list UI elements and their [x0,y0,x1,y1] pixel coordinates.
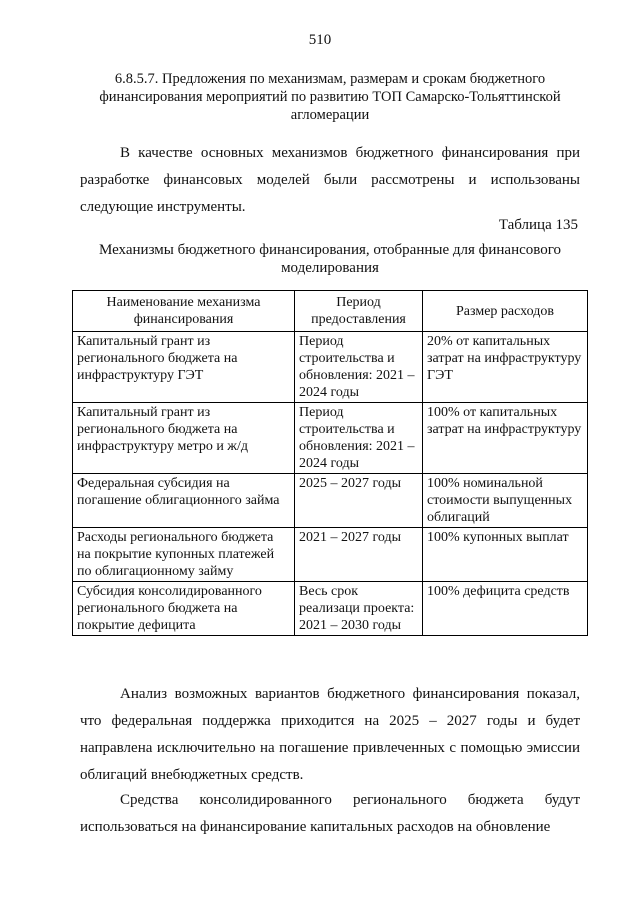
cell-mechanism: Капитальный грант из регионального бюджета на инфраструктуру метро и ж/д [73,403,295,474]
table-row [73,582,588,636]
table-header-row [73,291,588,332]
cell-amount: 100% номинальной стоимости выпущенных облигаций [423,474,588,528]
table-row [73,528,588,582]
intro-paragraph: В качестве основных механизмов бюджетного финансирования при разработке финансовых моделей были рассмотрены и использованы следующие инструменты. [80,145,580,215]
funds-paragraph: Средства консолидированного регионального бюджета будут использоваться на финансирование капитальных расходов на обновление [80,792,580,835]
cell-mechanism: Капитальный грант из регионального бюджета на инфраструктуру ГЭТ [73,332,295,403]
table-row [73,403,588,474]
cell-amount: 100% дефицита средств [423,582,588,636]
cell-period: 2021 – 2027 годы [295,528,423,582]
header-amount: Размер расходов [423,291,588,332]
cell-mechanism: Субсидия консолидированного регионального бюджета на покрытие дефицита [73,582,295,636]
table-row [73,332,588,403]
table-title: Механизмы бюджетного финансирования, отобранные для финансового моделирования [98,242,562,276]
cell-mechanism: Федеральная субсидия на погашение облигационного займа [73,474,295,528]
cell-amount: 100% купонных выплат [423,528,588,582]
cell-period: Период строительства и обновления: 2021 – 2024 годы [295,403,423,474]
cell-mechanism: Расходы регионального бюджета на покрытие купонных платежей по облигационному займу [73,528,295,582]
header-mechanism: Наименование механизма финансирования [73,291,295,332]
cell-amount: 20% от капитальных затрат на инфраструктуру ГЭТ [423,332,588,403]
section-heading: 6.8.5.7. Предложения по механизмам, размерам и срокам бюджетного финансирования мероприятий по развитию ТОП Самарско-Тольяттинской агломерации [99,71,561,123]
cell-period: Период строительства и обновления: 2021 – 2024 годы [295,332,423,403]
page-number: 510 [308,32,332,48]
table-row [73,474,588,528]
cell-period: Весь срок реализаци проекта: 2021 – 2030 годы [295,582,423,636]
analysis-paragraph: Анализ возможных вариантов бюджетного финансирования показал, что федеральная поддержка приходится на 2025 – 2027 годы и будет направлена исключительно на погашение привлеченных с помощью эмиссии облигаций внебюджетных средств. [80,686,580,783]
table-label: Таблица 135 [498,217,578,233]
mechanisms-table [72,290,588,636]
cell-period: 2025 – 2027 годы [295,474,423,528]
cell-amount: 100% от капитальных затрат на инфраструктуру [423,403,588,474]
header-period: Период предоставления [295,291,423,332]
